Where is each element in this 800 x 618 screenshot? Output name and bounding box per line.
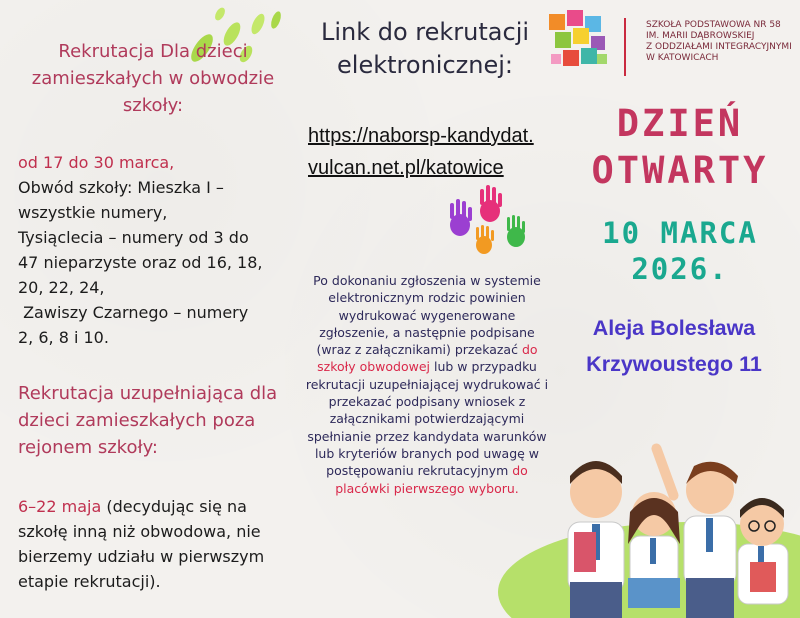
supplementary-recruitment-details — [18, 494, 293, 594]
logo-divider — [624, 18, 626, 76]
district-line: 20, 22, 24, — [18, 278, 105, 297]
school-name-line: SZKOŁA PODSTAWOWA NR 58 — [646, 20, 781, 30]
event-title-line: DZIEŃ — [616, 102, 744, 145]
puzzle-logo-icon — [545, 8, 615, 78]
district-line: Zawiszy Czarnego – numery — [18, 303, 249, 322]
event-address — [548, 310, 800, 382]
instructions-text: Po dokonaniu zgłoszenia w systemie elektronicznym rodzic powinien wydrukować wygenerowane zgłoszenie, a następnie podpisane (wraz z załącznikami) przekazać — [313, 273, 541, 358]
supplementary-note: (decydując się na szkołę inną niż obwodowa, nie bierzemy udziału w pierwszym etapie rekrutacji). — [18, 497, 265, 591]
district-line: Tysiąclecia – numery od 3 do — [18, 228, 249, 247]
event-date-line: 10 MARCA — [602, 216, 758, 250]
school-name-line: Z ODDZIAŁAMI INTEGRACYJNYMI — [646, 42, 792, 52]
handprints-icon — [440, 185, 540, 265]
district-line: 47 nieparzyste oraz od 16, 18, — [18, 253, 263, 272]
event-date-line: 2026. — [631, 252, 729, 286]
event-date — [565, 215, 795, 287]
school-name — [646, 20, 796, 64]
link-heading: Link do rekrutacji elektronicznej: — [320, 18, 530, 79]
address-line: Krzywoustego 11 — [586, 352, 762, 376]
resident-recruitment-title: Rekrutacja Dla dzieci zamieszkałych w obwodzie szkoły: — [31, 41, 275, 116]
event-title — [560, 100, 800, 194]
school-name-line: W KATOWICACH — [646, 53, 719, 63]
address-line: Aleja Bolesława — [592, 316, 756, 340]
supplementary-date: 6–22 maja — [18, 497, 102, 516]
instructions-highlight: do szkoły obwodowej — [317, 342, 538, 375]
resident-date-range: od 17 do 30 marca, — [18, 153, 175, 172]
district-line: Obwód szkoły: Mieszka I – — [18, 178, 224, 197]
school-name-line: IM. MARII DĄBROWSKIEJ — [646, 31, 755, 41]
recruitment-link[interactable]: https://naborsp-kandydat.vulcan.net.pl/katowice — [308, 125, 534, 179]
children-illustration — [488, 432, 800, 618]
instructions-highlight: do placówki pierwszego wyboru. — [335, 463, 528, 496]
district-line: wszystkie numery, — [18, 203, 168, 222]
supplementary-recruitment-title: Rekrutacja uzupełniająca dla dzieci zamieszkałych poza rejonem szkoły: — [18, 383, 278, 458]
resident-recruitment-details — [18, 150, 288, 350]
instructions-text: lub w przypadku rekrutacji uzupełniającej wydrukować i przekazać podpisany wniosek z załącznikami potwierdzającymi spełnianie przez kandydata warunków lub kryteriów branych pod uwagę w postępowaniu rekrutacyjnym — [305, 359, 549, 479]
district-line: 2, 6, 8 i 10. — [18, 328, 109, 347]
event-title-line: OTWARTY — [591, 149, 769, 192]
